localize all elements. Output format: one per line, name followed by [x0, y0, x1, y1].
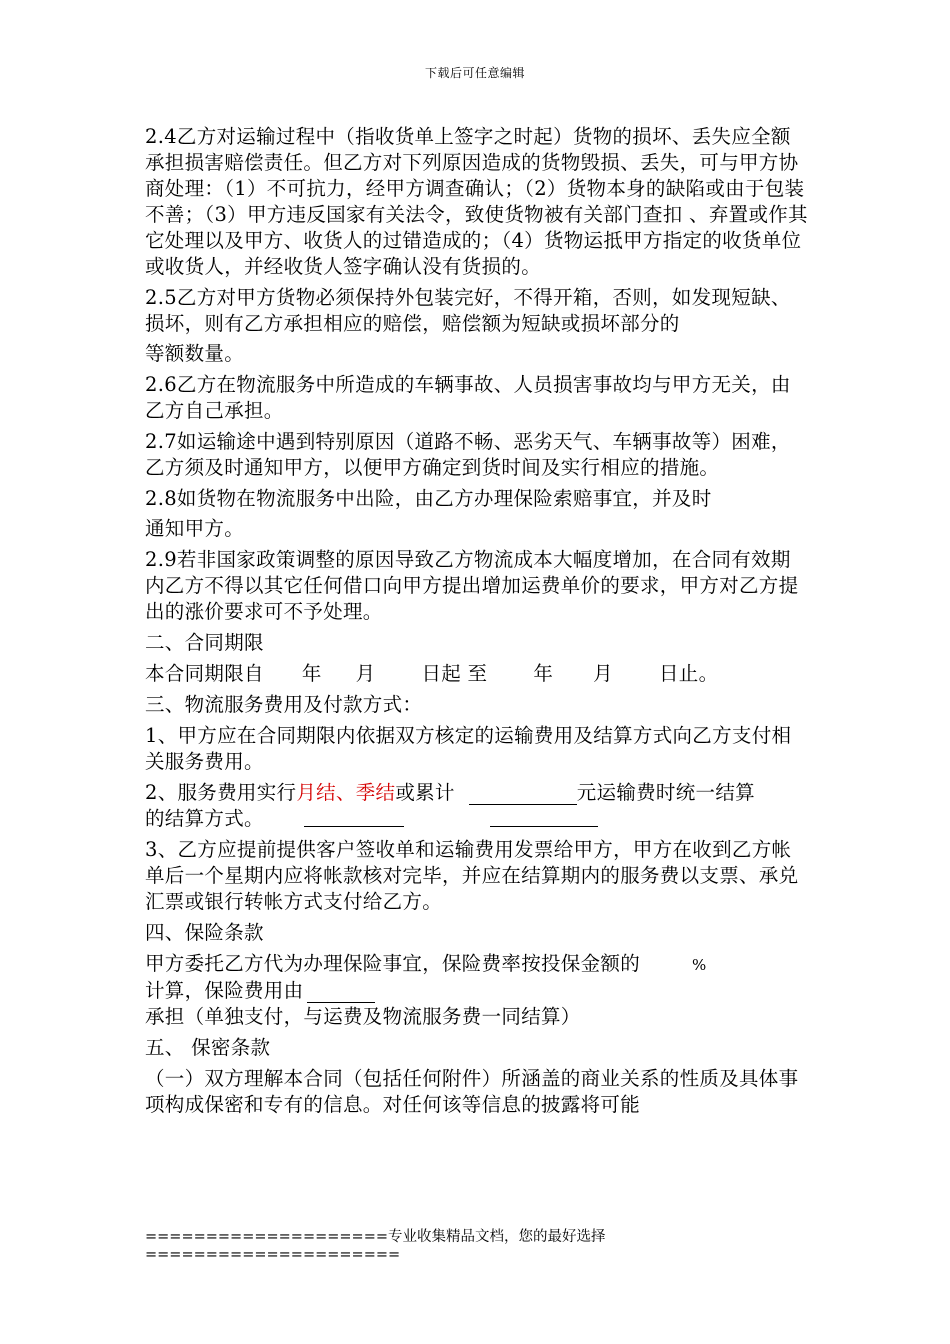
end-year-label: 年 [533, 662, 554, 685]
page-footer: ====================专业收集精品文档，您的最好选择===================== [145, 1229, 606, 1263]
contract-term-line [145, 661, 810, 687]
clause-3-1: 1、甲方应在合同期限内依据双方核定的运输费用及结算方式向乙方支付相关服务费用。 [145, 724, 792, 773]
clause-3-3: 3、乙方应提前提供客户签收单和运输费用发票给甲方，甲方在收到乙方帐单后一个星期内应将帐款核对完毕，并应在结算期内的服务费以支票、承兑汇票或银行转帐方式支付给乙方。 [145, 838, 799, 913]
insurance-rate-label: 甲方委托乙方代为办理保险事宜，保险费率按投保金额的 [145, 952, 641, 975]
amount-blank-2 [490, 808, 598, 827]
document-body [145, 124, 810, 1123]
clause-2-5-cont: 等额数量。 [145, 342, 245, 365]
section-5-title: 五、 保密条款 [145, 1036, 271, 1059]
section-3-title: 三、物流服务费用及付款方式： [145, 693, 423, 716]
clause-2-4: 2.4乙方对运输过程中（指收货单上签字之时起）货物的损坏、丢失应全额承担损害赔偿责任。但乙方对下列原因造成的货物毁损、丢失，可与甲方协商处理：（1）不可抗力，经甲方调查确认；（2）货物本身的缺陷或由于包装不善；（3）甲方违反国家有关法令，致使货物被有关部门查扣 、弃置或作其它处理以及甲方、收货人的过错造成的；（4）货物运抵甲方指定的收货单位或收货人，并经收货人签字确认没有货损的。 [145, 125, 808, 278]
cumulative-label: 或累计 [395, 781, 455, 804]
settlement-method-label: 的结算方式。 [145, 807, 264, 830]
percent-sign: % [692, 956, 707, 974]
insurance-payer-label: 计算，保险费用由 [145, 979, 304, 1002]
clause-2-9: 2.9若非国家政策调整的原因导致乙方物流成本大幅度增加，在合同有效期内乙方不得以其它任何借口向甲方提出增加运费单价的要求，甲方对乙方提出的涨价要求可不予处理。 [145, 548, 799, 623]
method-blank [304, 808, 404, 827]
start-month-label: 月 [355, 662, 376, 685]
clause-4-1 [145, 951, 810, 1030]
settlement-suffix: 元运输费时统一结算 [576, 781, 755, 804]
clause-2-6: 2.6乙方在物流服务中所造成的车辆事故、人员损害事故均与甲方无关，由乙方自己承担。 [145, 373, 791, 422]
start-day-label: 日起 至 [421, 662, 488, 685]
settlement-prefix: 2、服务费用实行 [145, 781, 297, 804]
settlement-options: 月结、季结 [296, 781, 396, 804]
clause-2-8: 2.8如货物在物流服务中出险，由乙方办理保险索赔事宜，并及时 [145, 487, 712, 510]
end-month-label: 月 [593, 662, 613, 685]
payer-blank [307, 984, 375, 1003]
section-2-title: 二、合同期限 [145, 631, 264, 654]
start-year-label: 年 [301, 662, 322, 685]
term-label: 本合同期限自 [145, 662, 264, 685]
insurance-payment-note: 承担（单独支付，与运费及物流服务费一同结算） [145, 1005, 581, 1028]
clause-2-5: 2.5乙方对甲方货物必须保持外包装完好，不得开箱，否则，如发现短缺、损坏，则有乙方承担相应的赔偿，赔偿额为短缺或损坏部分的 [145, 286, 791, 335]
clause-2-7: 2.7如运输途中遇到特别原因（道路不畅、恶劣天气、车辆事故等）困难，乙方须及时通知甲方，以便甲方确定到货时间及实行相应的措施。 [145, 430, 791, 479]
clause-3-2 [145, 780, 810, 832]
section-4-title: 四、保险条款 [145, 921, 264, 944]
amount-blank [469, 786, 577, 805]
clause-2-8-cont: 通知甲方。 [145, 517, 245, 540]
end-day-label: 日止。 [658, 662, 719, 685]
clause-5-1: （一）双方理解本合同（包括任何附件）所涵盖的商业关系的性质及具体事项构成保密和专有的信息。对任何该等信息的披露将可能 [145, 1067, 799, 1116]
page-header: 下载后可任意编辑 [424, 66, 525, 80]
